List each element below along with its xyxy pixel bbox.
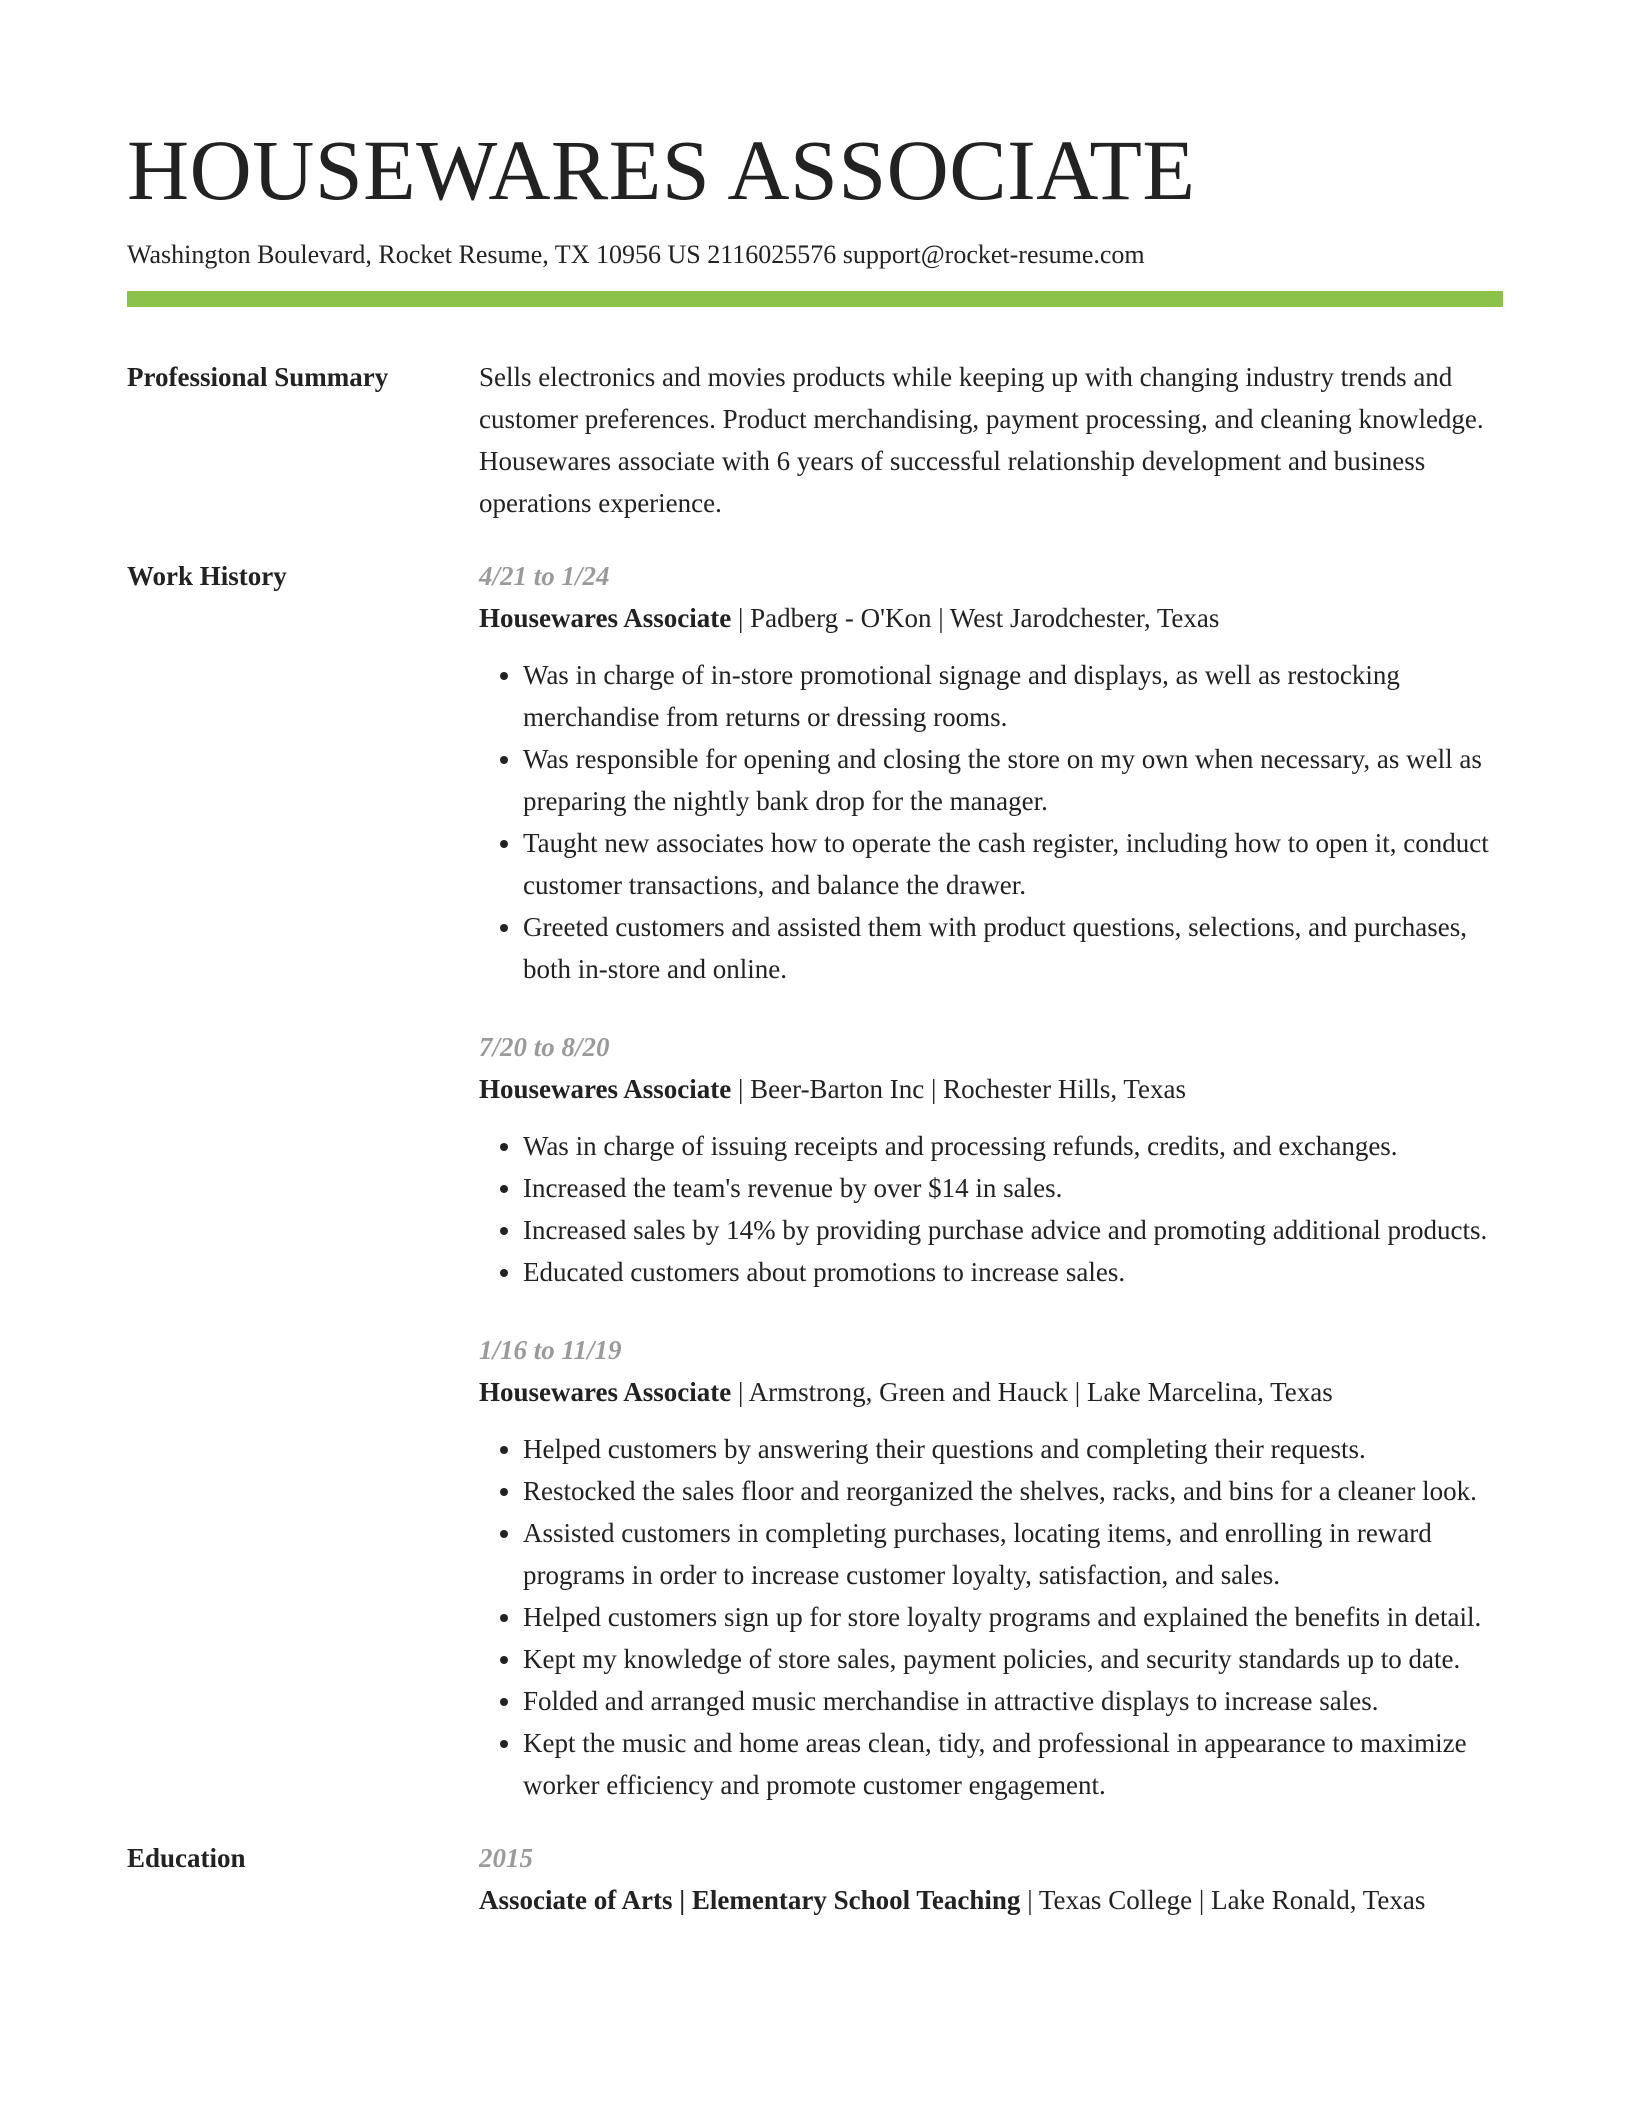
job-heading [479,1371,1503,1413]
education-entry [479,1837,1503,1921]
job-entry [479,1026,1503,1293]
list-item: • Restocked the sales floor and reorganized the shelves, racks, and bins for a cleaner look. [523,1470,1503,1512]
job-bullets [479,1125,1503,1293]
contact-info: Washington Boulevard, Rocket Resume, TX 10956 US 2116025576 support@rocket-resume.com [127,240,1145,269]
job-bullets [479,654,1503,990]
degree-title: Associate of Arts | Elementary School Teaching [479,1885,1021,1915]
education-section [127,1837,1503,1921]
job-dates: 4/21 to 1/24 [479,561,610,591]
section-label-work-history: Work History [127,561,287,591]
list-item: • Kept my knowledge of store sales, payment policies, and security standards up to date. [523,1638,1503,1680]
list-item: • Educated customers about promotions to increase sales. [523,1251,1503,1293]
job-title: Housewares Associate [479,603,732,633]
list-item: • Was in charge of issuing receipts and processing refunds, credits, and exchanges. [523,1125,1503,1167]
list-item: • Assisted customers in completing purchases, locating items, and enrolling in reward programs in order to increase customer loyalty, satisfaction, and sales. [523,1512,1503,1596]
list-item: • Helped customers by answering their questions and completing their requests. [523,1428,1503,1470]
list-item: • Was responsible for opening and closing the store on my own when necessary, as well as preparing the nightly bank drop for the manager. [523,738,1503,822]
list-item: • Was in charge of in-store promotional signage and displays, as well as restocking merchandise from returns or dressing rooms. [523,654,1503,738]
job-entry [479,555,1503,990]
job-heading [479,1068,1503,1110]
section-label-summary: Professional Summary [127,362,389,392]
work-history-list [479,555,1503,1806]
list-item: • Increased the team's revenue by over $14 in sales. [523,1167,1503,1209]
list-item: • Folded and arranged music merchandise in attractive displays to increase sales. [523,1680,1503,1722]
job-employer-location: | Armstrong, Green and Hauck | Lake Marcelina, Texas [731,1377,1333,1407]
job-title: Housewares Associate [479,1074,732,1104]
list-item: • Increased sales by 14% by providing purchase advice and promoting additional products. [523,1209,1503,1251]
job-bullets [479,1428,1503,1806]
job-employer-location: | Beer-Barton Inc | Rochester Hills, Texas [731,1074,1186,1104]
job-dates: 1/16 to 11/19 [479,1335,622,1365]
job-heading [479,597,1503,639]
list-item: • Kept the music and home areas clean, tidy, and professional in appearance to maximize worker efficiency and promote customer engagement. [523,1722,1503,1806]
summary-section [127,356,1503,524]
list-item: • Helped customers sign up for store loyalty programs and explained the benefits in detail. [523,1596,1503,1638]
list-item: • Greeted customers and assisted them with product questions, selections, and purchases, both in-store and online. [523,906,1503,990]
section-label-education: Education [127,1843,246,1873]
work-history-section [127,555,1503,1806]
job-dates: 7/20 to 8/20 [479,1032,610,1062]
page-title: HOUSEWARES ASSOCIATE [127,122,1196,218]
job-entry [479,1329,1503,1806]
resume-page [127,115,1503,1921]
school-location: | Texas College | Lake Ronald, Texas [1020,1885,1426,1915]
header-divider [127,291,1503,307]
education-year: 2015 [479,1843,533,1873]
job-employer-location: | Padberg - O'Kon | West Jarodchester, Texas [731,603,1220,633]
job-title: Housewares Associate [479,1377,732,1407]
list-item: • Taught new associates how to operate the cash register, including how to open it, conduct customer transactions, and balance the drawer. [523,822,1503,906]
summary-text: Sells electronics and movies products while keeping up with changing industry trends and customer preferences. Product merchandising, payment processing, and cleaning knowledge. Housewares associate with 6 years of successful relationship development and business operations experience. [479,362,1484,518]
education-heading [479,1879,1503,1921]
